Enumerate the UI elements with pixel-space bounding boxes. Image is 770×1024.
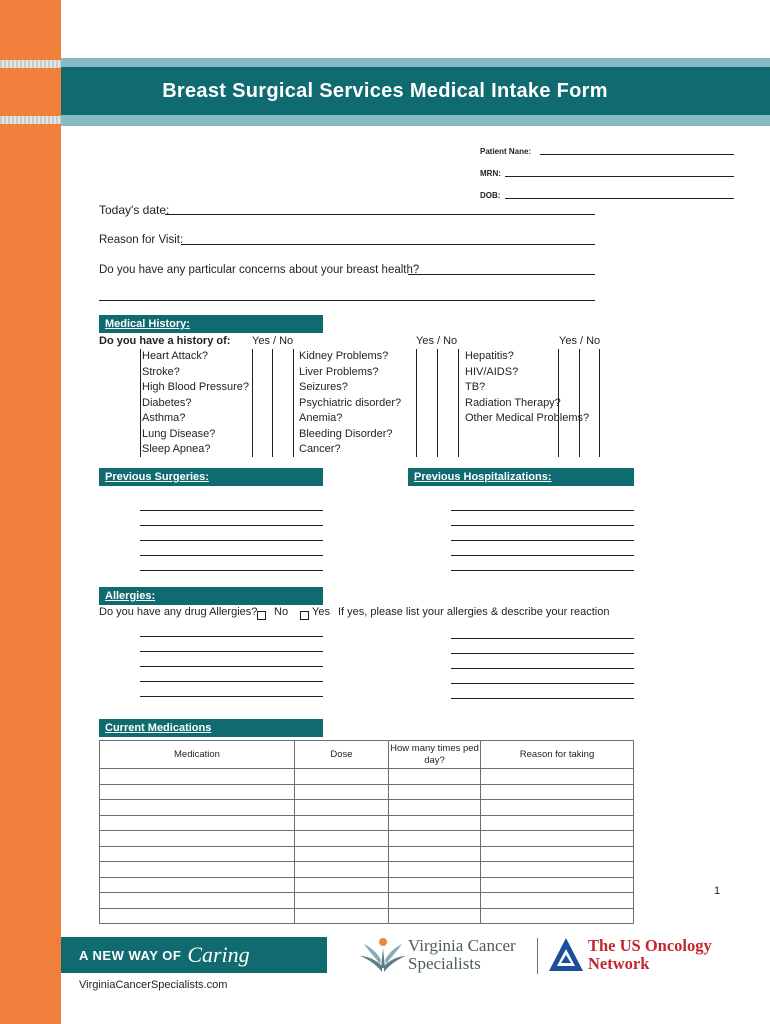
us-oncology-logo-icon	[547, 936, 585, 974]
allergies-header: Allergies:	[99, 587, 323, 605]
orange-side-bar	[0, 0, 61, 1024]
history-item: Diabetes?	[142, 396, 192, 409]
col-medication: Medication	[100, 741, 295, 769]
history-item: Kidney Problems?	[299, 350, 389, 362]
allergies-no-checkbox[interactable]	[257, 611, 266, 620]
history-column-3	[465, 350, 589, 428]
history-item: High Blood Pressure?	[142, 381, 250, 393]
history-item: Heart Attack?	[142, 350, 209, 362]
history-item: Lung Disease?	[142, 427, 216, 440]
yes-no-header-1: Yes / No	[252, 335, 294, 347]
allergies-question: Do you have any drug Allergies?	[99, 606, 258, 618]
history-item: Seizures?	[299, 381, 348, 393]
history-item: Cancer?	[299, 443, 341, 455]
form-title: Breast Surgical Services Medical Intake Form	[162, 79, 608, 102]
table-row[interactable]	[100, 846, 634, 862]
allergies-instruction: If yes, please list your allergies & describe your reaction	[338, 606, 610, 618]
allergies-no-label: No	[274, 606, 289, 618]
surgeries-lines[interactable]	[140, 496, 323, 571]
history-column-2	[299, 350, 401, 459]
history-item: Anemia?	[299, 412, 343, 424]
allergies-yes-label: Yes	[312, 606, 330, 618]
vcs-logo-icon	[358, 936, 408, 974]
history-item: Sleep Apnea?	[142, 443, 211, 455]
uson-line2: Network	[588, 954, 650, 973]
history-item: Bleeding Disorder?	[299, 427, 393, 440]
todays-date-label: Today's date:	[99, 203, 170, 217]
table-row[interactable]	[100, 877, 634, 893]
table-row[interactable]	[100, 769, 634, 785]
hospitalizations-lines[interactable]	[451, 496, 634, 571]
website-link[interactable]: VirginiaCancerSpecialists.com	[79, 979, 228, 991]
table-row[interactable]	[100, 831, 634, 847]
history-item: Psychiatric disorder?	[299, 396, 402, 409]
reason-field[interactable]	[181, 233, 595, 245]
medications-header: Current Medications	[99, 719, 323, 737]
reason-label: Reason for Visit:	[99, 234, 184, 246]
table-row[interactable]	[100, 815, 634, 831]
medical-history-header: Medical History:	[99, 315, 323, 333]
concerns-field-line2[interactable]	[99, 289, 595, 301]
logo-divider	[537, 938, 538, 974]
table-row[interactable]	[100, 908, 634, 924]
history-column-1	[142, 350, 249, 459]
vcs-logo-text	[408, 937, 516, 973]
vcs-name-line2: Specialists	[408, 954, 481, 973]
mrn-field[interactable]	[505, 167, 734, 177]
vcs-name-line1: Virginia Cancer	[408, 936, 516, 955]
history-item: Asthma?	[142, 412, 186, 424]
yes-no-header-2: Yes / No	[416, 335, 458, 347]
table-row[interactable]	[100, 862, 634, 878]
hospitalizations-header: Previous Hospitalizations:	[408, 468, 634, 486]
history-item: Radiation Therapy?	[465, 396, 561, 409]
history-item: Liver Problems?	[299, 365, 379, 378]
history-item: Stroke?	[142, 365, 180, 378]
table-row[interactable]	[100, 893, 634, 909]
table-row[interactable]	[100, 800, 634, 816]
col-reason: Reason for taking	[481, 741, 634, 769]
history-item: HIV/AIDS?	[465, 365, 519, 378]
uson-line1: The US Oncology	[588, 936, 712, 955]
us-oncology-logo-text	[588, 937, 712, 973]
mrn-label: MRN:	[480, 169, 501, 178]
tagline-script: Caring	[187, 942, 250, 967]
todays-date-field[interactable]	[165, 203, 595, 215]
allergies-yes-checkbox[interactable]	[300, 611, 309, 620]
patient-name-field[interactable]	[540, 145, 734, 155]
col-times-per-day: How many times ped day?	[389, 741, 481, 769]
dob-field[interactable]	[505, 189, 734, 199]
dob-label: DOB:	[480, 191, 501, 200]
col-dose: Dose	[295, 741, 389, 769]
allergies-lines-left[interactable]	[140, 622, 323, 697]
concerns-label: Do you have any particular concerns about your breast health?	[99, 264, 420, 276]
side-stripe-bottom	[0, 116, 61, 124]
medications-table	[99, 740, 634, 924]
medications-header-row	[100, 741, 634, 769]
page-number: 1	[714, 885, 721, 897]
allergies-lines-right[interactable]	[451, 624, 634, 699]
history-item: Other Medical Problems?	[465, 412, 590, 424]
yes-no-header-3: Yes / No	[559, 335, 601, 347]
history-item: Hepatitis?	[465, 350, 514, 362]
table-row[interactable]	[100, 784, 634, 800]
concerns-field[interactable]	[408, 263, 595, 275]
history-question: Do you have a history of:	[99, 335, 231, 347]
surgeries-header: Previous Surgeries:	[99, 468, 323, 486]
history-item: TB?	[465, 381, 486, 393]
tagline-prefix: A NEW WAY OF	[79, 947, 182, 963]
tagline-banner	[61, 937, 327, 973]
patient-name-label: Patient Nane:	[480, 147, 532, 156]
side-stripe-top	[0, 60, 61, 68]
